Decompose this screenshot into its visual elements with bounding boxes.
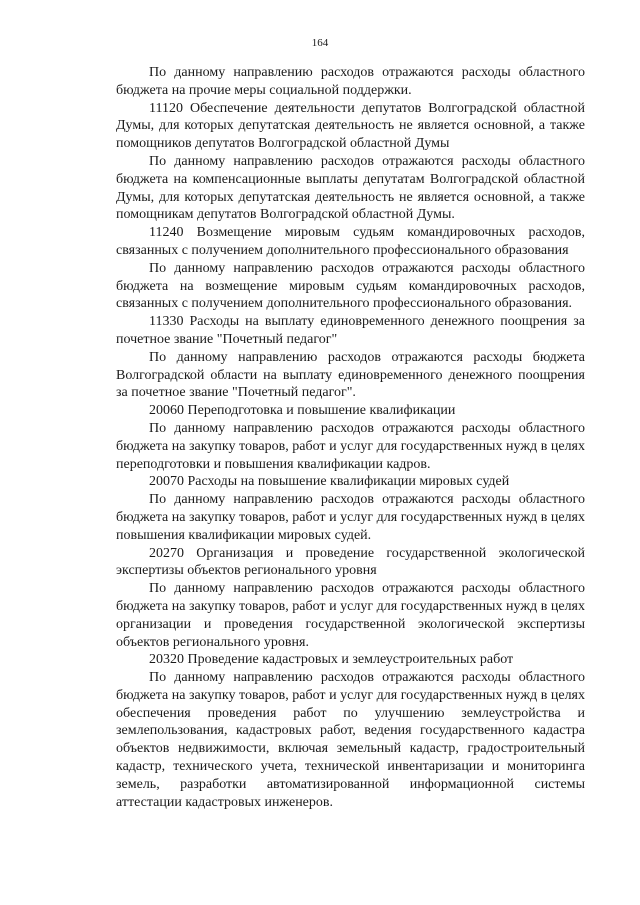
paragraph-11240: По данному направлению расходов отражаются расходы областного бюджета на возмещение мировым судьям командировочных расходов, связанных с получением дополнительного профессионального образования. [116,260,585,312]
paragraph-20320: По данному направлению расходов отражаются расходы областного бюджета на закупку товаров, работ и услуг для государственных нужд в целях обеспечения проведения работ по улучшению землеустройства и землепользования, кадастровых работ, ведения государственного кадастра объектов недвижимости, включая земельный кадастр, градостроительный кадастр, технического учета, технической инвентаризации и мониторинга земель, разработки автоматизированной информационной системы аттестации кадастровых инженеров. [116,670,585,810]
heading-20060: 20060 Переподготовка и повышение квалификации [149,403,456,419]
paragraph-11330: По данному направлению расходов отражаются расходы бюджета Волгоградской области на выплату единовременного денежного поощрения за почетное звание "Почетный педагог". [116,349,585,401]
paragraph-20070: По данному направлению расходов отражаются расходы областного бюджета на закупку товаров, работ и услуг для государственных нужд в целях повышения квалификации мировых судей. [116,492,585,543]
document-body [116,64,585,811]
paragraph-20060: По данному направлению расходов отражаются расходы областного бюджета на закупку товаров, работ и услуг для государственных нужд в целях переподготовки и повышения квалификации кадров. [116,420,585,472]
page-number: 164 [311,37,329,49]
heading-20270: 20270 Организация и проведение государственной экологической экспертизы объектов регионального уровня [116,545,585,579]
heading-11330: 11330 Расходы на выплату единовременного денежного поощрения за почетное звание "Почетный педагог" [116,314,585,347]
paragraph-social-support: По данному направлению расходов отражаются расходы областного бюджета на прочие меры социальной поддержки. [116,65,585,98]
paragraph-11120: По данному направлению расходов отражаются расходы областного бюджета на компенсационные выплаты депутатам Волгоградской областной Думы, для которых депутатская деятельность не является основной, а также помощникам депутатов Волгоградской областной Думы. [116,153,585,223]
heading-20320: 20320 Проведение кадастровых и землеустроительных работ [149,652,514,668]
heading-11240: 11240 Возмещение мировым судьям командировочных расходов, связанных с получением дополнительного профессионального образования [116,225,585,258]
heading-11120: 11120 Обеспечение деятельности депутатов Волгоградской областной Думы, для которых депутатская деятельность не является основной, а также помощников депутатов Волгоградской областной Думы [116,100,585,152]
paragraph-20270: По данному направлению расходов отражаются расходы областного бюджета на закупку товаров, работ и услуг для государственных нужд в целях организации и проведения государственной экологической экспертизы объектов регионального уровня. [116,581,585,650]
heading-20070: 20070 Расходы на повышение квалификации мировых судей [149,474,510,490]
